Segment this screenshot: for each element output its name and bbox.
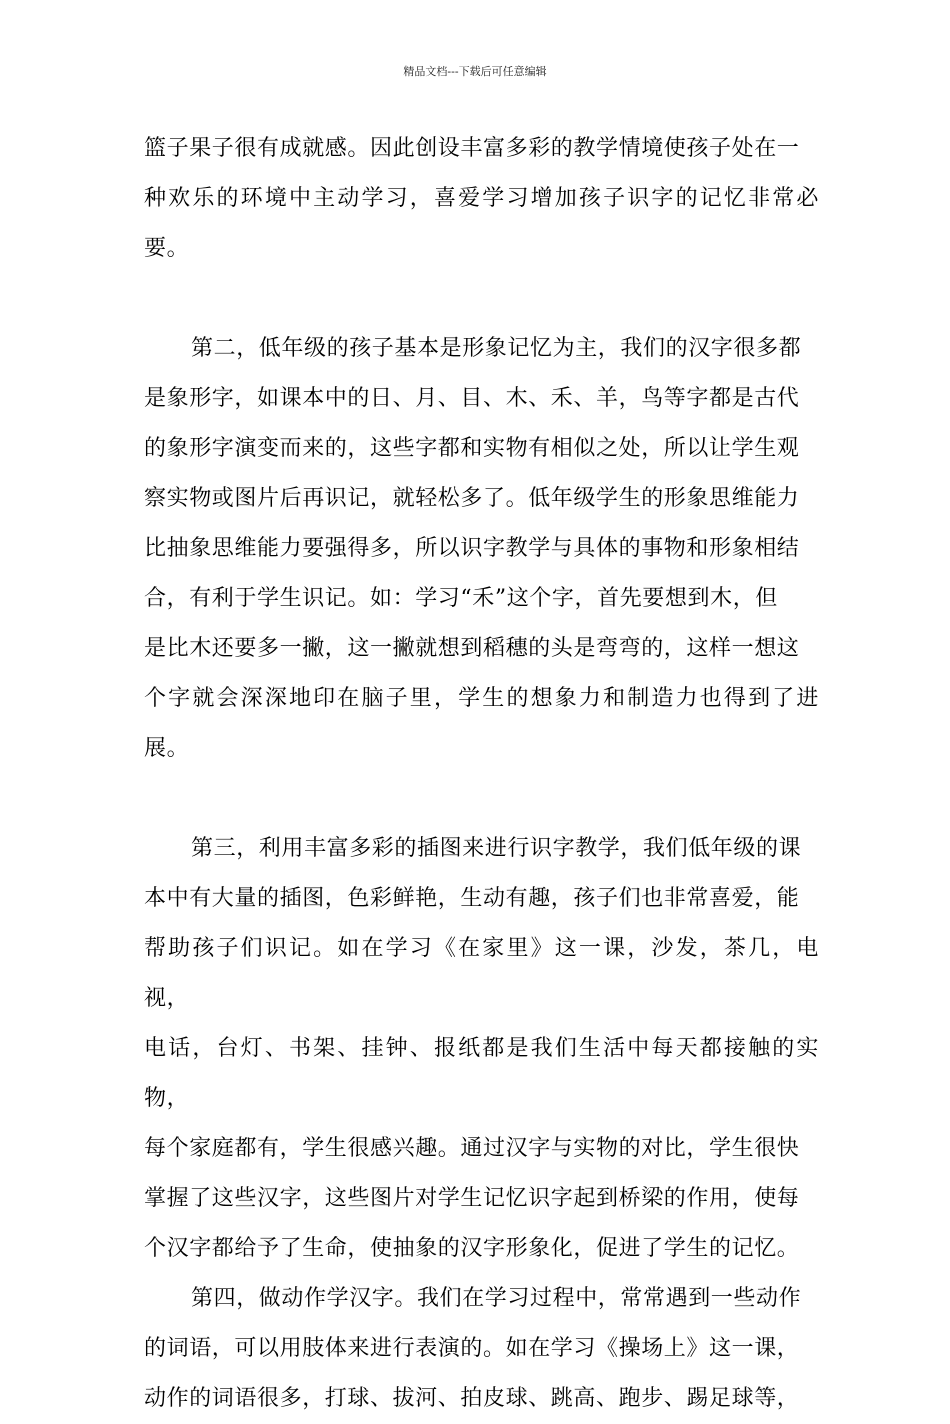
paragraph-1 bbox=[144, 124, 819, 274]
text-line: 的词语，可以用肢体来进行表演的。如在学习《操场上》这一课， bbox=[144, 1336, 800, 1361]
text-line: 合，有利于学生识记。如：学习“禾”这个字，首先要想到木，但 bbox=[144, 586, 778, 611]
paragraph-4 bbox=[144, 1274, 819, 1424]
paragraph-2 bbox=[144, 324, 819, 774]
paragraph-3 bbox=[144, 824, 819, 1274]
text-line: 种欢乐的环境中主动学习，喜爱学习增加孩子识字的记忆非常必要。 bbox=[144, 186, 819, 261]
text-line: 是象形字，如课本中的日、月、目、木、禾、羊，鸟等字都是古代 bbox=[144, 386, 800, 411]
text-line: 本中有大量的插图，色彩鲜艳，生动有趣，孩子们也非常喜爱，能 bbox=[144, 886, 800, 911]
text-line: 的象形字演变而来的，这些字都和实物有相似之处，所以让学生观 bbox=[144, 436, 800, 461]
text-line: 第二，低年级的孩子基本是形象记忆为主，我们的汉字很多都 bbox=[191, 336, 802, 361]
text-line: 察实物或图片后再识记，就轻松多了。低年级学生的形象思维能力 bbox=[144, 486, 800, 511]
text-line: 帮助孩子们识记。如在学习《在家里》这一课，沙发，茶几，电视， bbox=[144, 936, 819, 1011]
text-line: 是比木还要多一撇，这一撇就想到稻穗的头是弯弯的，这样一想这 bbox=[144, 636, 800, 661]
text-line: 个汉字都给予了生命，使抽象的汉字形象化，促进了学生的记忆。 bbox=[144, 1236, 800, 1261]
page-header: 精品文档---下载后可任意编辑 bbox=[403, 65, 547, 78]
text-line: 动作的词语很多，打球、拔河、拍皮球、跳高、跑步、踢足球等， bbox=[144, 1386, 800, 1411]
text-line: 每个家庭都有，学生很感兴趣。通过汉字与实物的对比，学生很快 bbox=[144, 1136, 800, 1161]
text-line: 个字就会深深地印在脑子里，学生的想象力和制造力也得到了进展。 bbox=[144, 686, 819, 761]
text-line: 篮子果子很有成就感。因此创设丰富多彩的教学情境使孩子处在一 bbox=[144, 136, 800, 161]
text-line: 掌握了这些汉字，这些图片对学生记忆识字起到桥梁的作用，使每 bbox=[144, 1186, 800, 1211]
text-line: 电话，台灯、书架、挂钟、报纸都是我们生活中每天都接触的实物， bbox=[144, 1036, 819, 1111]
text-line: 第四，做动作学汉字。我们在学习过程中，常常遇到一些动作 bbox=[191, 1286, 802, 1311]
text-line: 比抽象思维能力要强得多，所以识字教学与具体的事物和形象相结 bbox=[144, 536, 800, 561]
text-line: 第三，利用丰富多彩的插图来进行识字教学，我们低年级的课 bbox=[191, 836, 802, 861]
document-body bbox=[144, 124, 819, 1424]
